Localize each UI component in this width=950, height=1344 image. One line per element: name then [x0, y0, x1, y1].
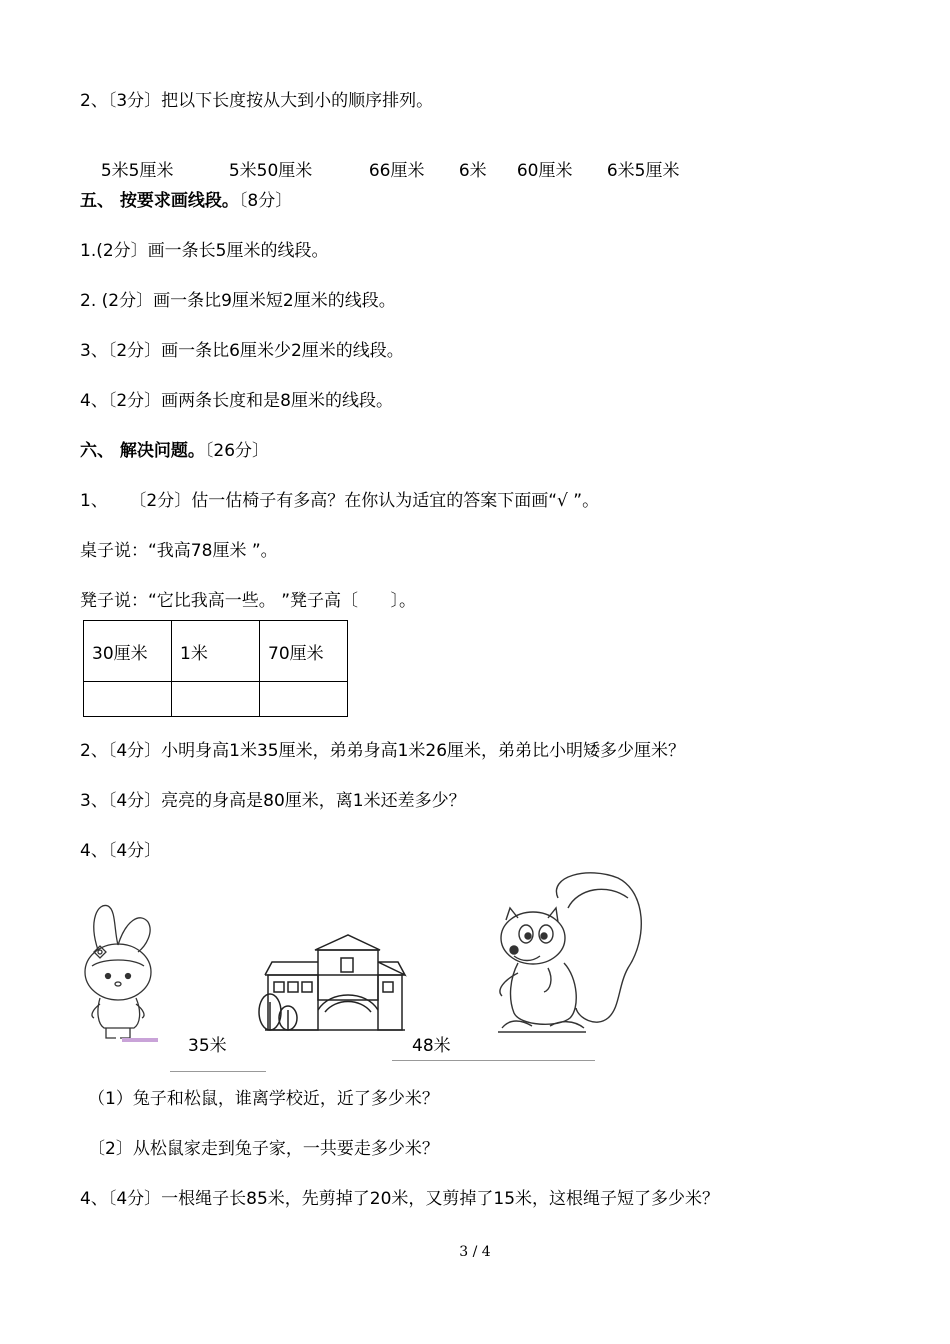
s6-q3: 3、〔4分〕亮亮的身高是80厘米，离1米还差多少？ [80, 791, 466, 811]
length-item: 5米5厘米 [100, 161, 174, 181]
answer-table [83, 620, 348, 717]
s6-q2: 2、〔4分〕小明身高1米35厘米，弟弟身高1米26厘米，弟弟比小明矮多少厘米？ [80, 741, 686, 761]
length-item: 5米50厘米 [228, 161, 313, 181]
s6-q4: 4、〔4分〕 [80, 841, 162, 861]
stool-says: 凳子说：“它比我高一些。 ”凳子高〔 〕。 [80, 591, 416, 611]
length-item: 6米 [458, 161, 487, 181]
squirrel-illustration [488, 868, 648, 1043]
section6-title: 六、 解决问题。 [80, 441, 205, 461]
section5-item: 3、〔2分〕画一条比6厘米少2厘米的线段。 [80, 341, 404, 361]
desk-says: 桌子说：“我高78厘米 ”。 [80, 541, 278, 561]
distance-left: 35米 [188, 1036, 227, 1056]
length-item: 66厘米 [368, 161, 425, 181]
s6-q1: 1、 〔2分〕估一估椅子有多高？在你认为适宜的答案下面画“√ ”。 [80, 491, 600, 511]
section5-item: 2. (2分〕画一条比9厘米短2厘米的线段。 [80, 291, 396, 311]
section5-item: 1.(2分〕画一条长5厘米的线段。 [80, 241, 329, 261]
option-cell: 70厘米 [260, 621, 348, 682]
page-number: 3 / 4 [459, 1244, 491, 1260]
length-item: 6米5厘米 [606, 161, 680, 181]
length-item: 60厘米 [516, 161, 573, 181]
section5-score: 〔8分〕 [238, 191, 293, 211]
rabbit-illustration [78, 900, 160, 1045]
section6-heading [80, 436, 269, 461]
section5-heading [80, 186, 292, 211]
answer-cell[interactable] [84, 682, 172, 717]
answer-cell[interactable] [172, 682, 260, 717]
section5-title: 五、 按要求画线段。 [80, 191, 239, 211]
s6-sub1: （1）兔子和松鼠，谁离学校近，近了多少米？ [88, 1089, 439, 1109]
option-cell: 30厘米 [84, 621, 172, 682]
answer-cell[interactable] [260, 682, 348, 717]
s6-sub2: 〔2〕从松鼠家走到兔子家，一共要走多少米？ [88, 1139, 439, 1159]
divider [392, 1060, 595, 1061]
section5-item: 4、〔2分〕画两条长度和是8厘米的线段。 [80, 391, 393, 411]
s6-q5: 4、〔4分〕一根绳子长85米，先剪掉了20米，又剪掉了15米，这根绳子短了多少米？ [80, 1189, 720, 1209]
option-cell: 1米 [172, 621, 260, 682]
section6-score: 〔26分〕 [204, 441, 270, 461]
distance-right: 48米 [412, 1036, 451, 1056]
q2-lengths [90, 136, 679, 181]
divider [170, 1071, 266, 1072]
q2-title: 2、〔3分〕把以下长度按从大到小的顺序排列。 [80, 91, 434, 111]
school-illustration [250, 930, 410, 1040]
